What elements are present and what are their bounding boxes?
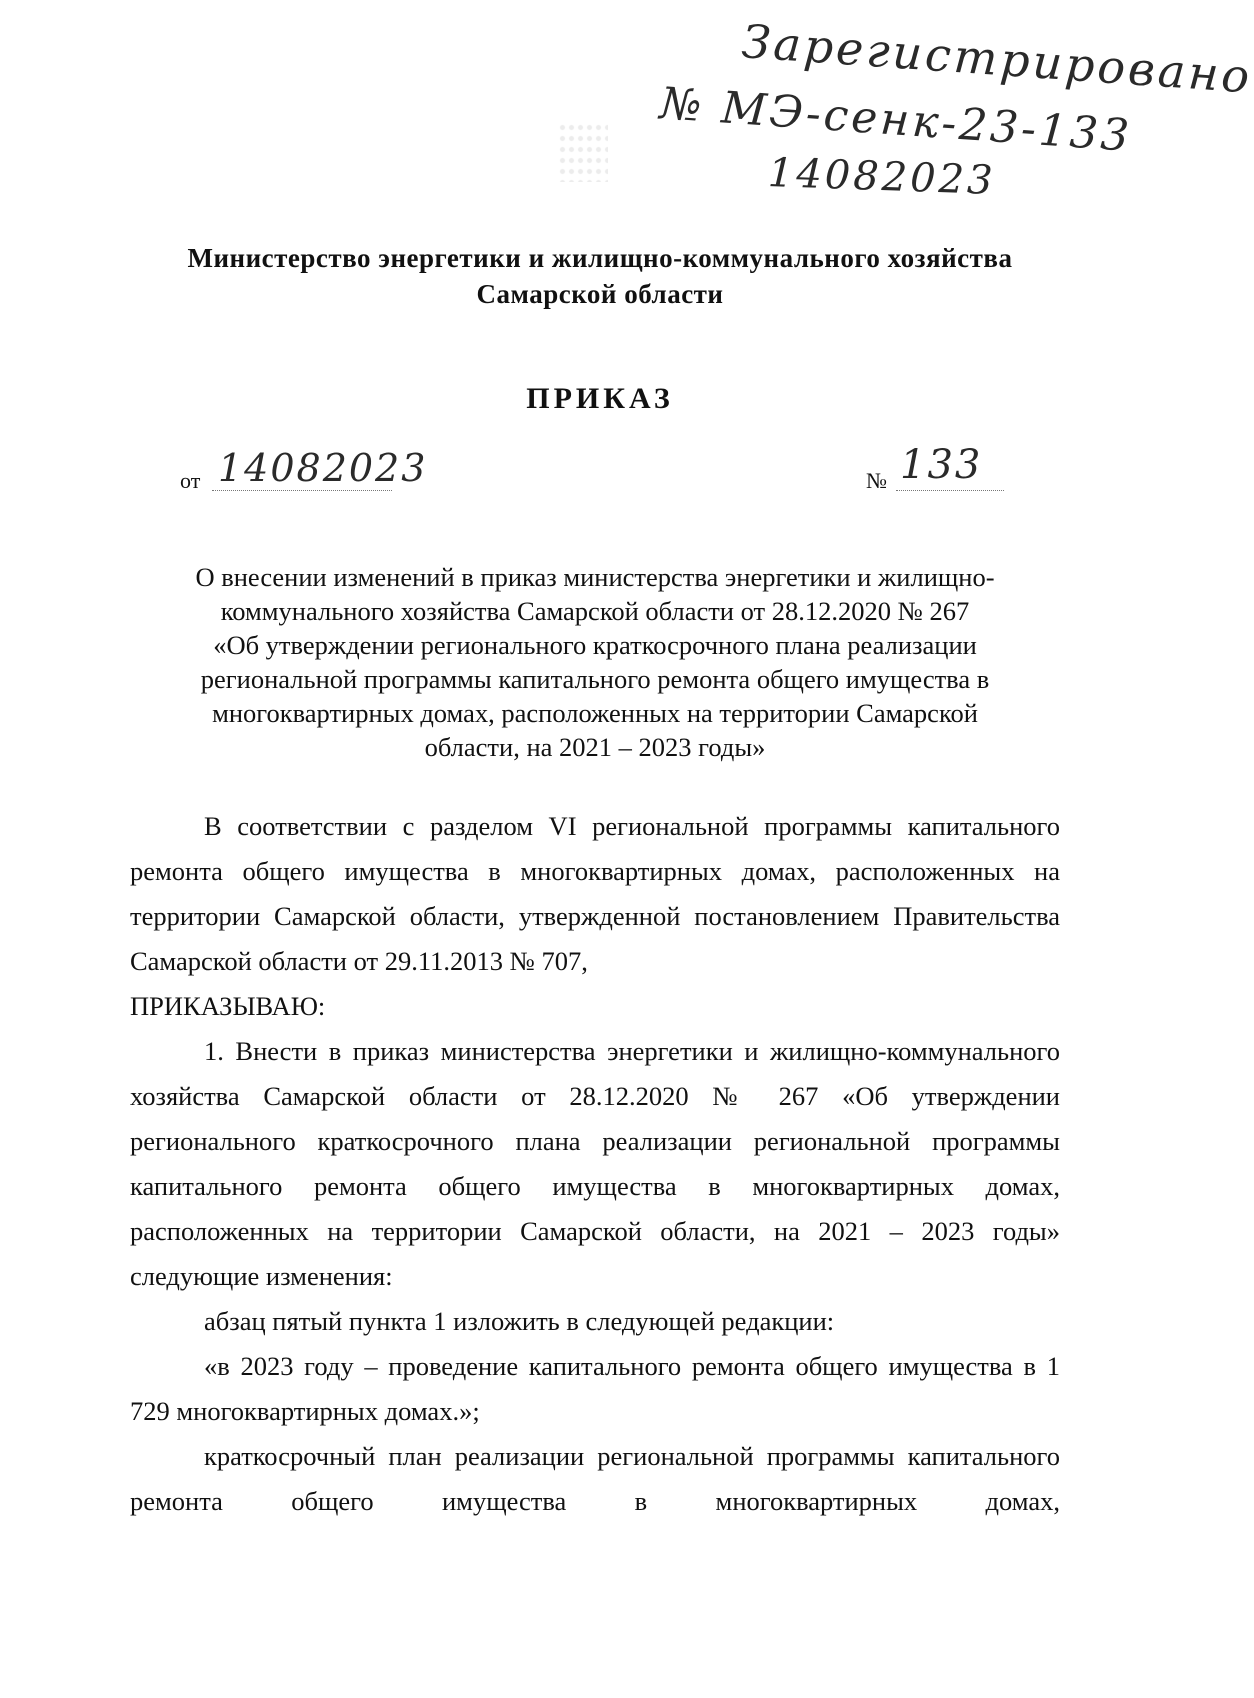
- preamble-paragraph: В соответствии с разделом VI региональной программы капитального ремонта общего имущества в многоквартирных домах, расположенных на территории Самарской области, утвержденной постановлением Правительства Самарской области от 29.11.2013 № 707,: [130, 811, 1060, 976]
- subject-line: коммунального хозяйства Самарской области от 28.12.2020 № 267: [220, 596, 970, 626]
- number-underline: [896, 490, 1004, 491]
- registration-mark-line2: № МЭ-сенк-23-133: [658, 78, 1134, 162]
- number-label: №: [866, 468, 887, 493]
- document-subject: [130, 560, 1060, 764]
- date-underline: [212, 490, 392, 491]
- registration-mark-line1: Зарегистрировано: [740, 14, 1254, 104]
- handwritten-date: 14082023: [218, 446, 428, 490]
- document-type-title: ПРИКАЗ: [526, 382, 674, 415]
- ministry-heading-line1: Министерство энергетики и жилищно-коммунального хозяйства: [187, 243, 1013, 273]
- item-1-plan-paragraph: краткосрочный план реализации региональной программы капитального ремонта общего имущества в многоквартирных домах,: [130, 1441, 1060, 1516]
- ministry-heading-line2: Самарской области: [476, 279, 724, 309]
- date-label: от: [180, 468, 201, 493]
- subject-line: «Об утверждении регионального краткосрочного плана реализации: [213, 630, 977, 660]
- subject-line: многоквартирных домах, расположенных на территории Самарской: [212, 698, 978, 728]
- item-1-paragraph: 1. Внести в приказ министерства энергетики и жилищно-коммунального хозяйства Самарской области от 28.12.2020 № 267 «Об утверждении регионального краткосрочного плана реализации региональной программы капитального ремонта общего имущества в многоквартирных домах, расположенных на территории Самарской области, на 2021 – 2023 годы» следующие изменения:: [130, 1036, 1060, 1291]
- order-directive: ПРИКАЗЫВАЮ:: [130, 991, 326, 1021]
- subject-line: области, на 2021 – 2023 годы»: [424, 732, 766, 762]
- document-body: [130, 804, 1060, 1524]
- item-1-amendment-text: «в 2023 году – проведение капитального ремонта общего имущества в 1 729 многоквартирных домах.»;: [130, 1351, 1060, 1426]
- registration-mark-date: 14082023: [767, 150, 997, 204]
- subject-line: региональной программы капитального ремонта общего имущества в: [200, 664, 990, 694]
- stamp-smudge: [558, 122, 608, 182]
- subject-line: О внесении изменений в приказ министерства энергетики и жилищно-: [195, 562, 995, 592]
- item-1-amendment-intro: абзац пятый пункта 1 изложить в следующей редакции:: [204, 1306, 835, 1336]
- ministry-heading: [0, 240, 1200, 312]
- handwritten-number: 133: [900, 442, 983, 488]
